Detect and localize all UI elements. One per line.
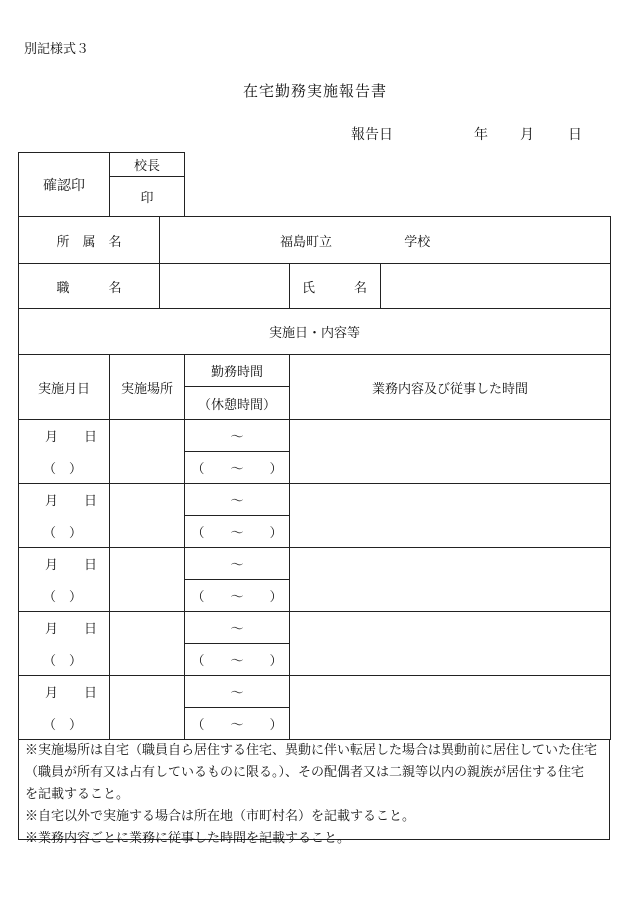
row-date[interactable]: 月 日 <box>19 612 110 644</box>
affiliation-suffix: 学校 <box>404 234 431 250</box>
row-date[interactable]: 月 日 <box>19 548 110 580</box>
row-date[interactable]: 月 日 <box>19 420 110 452</box>
col-header-work-hours: 勤務時間 <box>185 355 290 387</box>
row-date[interactable]: 月 日 <box>19 484 110 516</box>
row-date[interactable]: 月 日 <box>19 676 110 708</box>
row-content[interactable] <box>290 420 611 484</box>
row-place[interactable] <box>110 676 185 740</box>
col-header-break-hours: （休憩時間） <box>185 387 290 420</box>
report-date-label: 報告日 <box>351 127 393 143</box>
document-title: 在宅勤務実施報告書 <box>242 82 387 100</box>
affiliation-field[interactable] <box>160 217 611 264</box>
notes-box <box>18 740 610 846</box>
note-line: ※業務内容ごとに業務に従事した時間を記載すること。 <box>25 831 351 846</box>
confirmation-stamp-table <box>18 152 185 217</box>
note-line: ※自宅以外で実施する場合は所在地（市町村名）を記載すること。 <box>25 809 416 824</box>
form-number: 別記様式３ <box>24 42 90 57</box>
note-line: を記載すること。 <box>25 787 130 802</box>
row-weekday[interactable]: （ ） <box>19 708 110 740</box>
row-content[interactable] <box>290 548 611 612</box>
name-label: 氏 名 <box>290 264 381 309</box>
table-row <box>19 420 611 452</box>
row-work-time[interactable]: ～ <box>185 420 290 452</box>
position-field[interactable] <box>160 264 290 309</box>
row-place[interactable] <box>110 612 185 676</box>
col-header-date: 実施月日 <box>19 355 110 420</box>
row-work-time[interactable]: ～ <box>185 612 290 644</box>
row-content[interactable] <box>290 676 611 740</box>
row-weekday[interactable]: （ ） <box>19 516 110 548</box>
principal-seal-box[interactable]: 印 <box>110 177 185 217</box>
row-weekday[interactable]: （ ） <box>19 452 110 484</box>
row-break-time[interactable]: （ ～ ） <box>185 516 290 548</box>
row-content[interactable] <box>290 484 611 548</box>
position-row <box>19 264 611 309</box>
section-header: 実施日・内容等 <box>19 309 611 355</box>
report-date-day: 日 <box>568 127 582 143</box>
section-header-row <box>19 309 611 355</box>
table-row <box>19 676 611 708</box>
note-line: ※実施場所は自宅（職員自ら居住する住宅、異動に伴い転居した場合は異動前に居住していた住宅 <box>25 743 598 758</box>
column-header-row <box>19 355 611 387</box>
row-place[interactable] <box>110 420 185 484</box>
confirm-seal-label: 確認印 <box>19 153 110 217</box>
row-place[interactable] <box>110 548 185 612</box>
col-header-place: 実施場所 <box>110 355 185 420</box>
row-work-time[interactable]: ～ <box>185 548 290 580</box>
row-break-time[interactable]: （ ～ ） <box>185 644 290 676</box>
report-date-year: 年 <box>474 127 488 143</box>
position-label: 職 名 <box>19 264 160 309</box>
row-weekday[interactable]: （ ） <box>19 580 110 612</box>
row-break-time[interactable]: （ ～ ） <box>185 708 290 740</box>
row-break-time[interactable]: （ ～ ） <box>185 452 290 484</box>
col-header-content: 業務内容及び従事した時間 <box>290 355 611 420</box>
name-field[interactable] <box>381 264 611 309</box>
report-date-month: 月 <box>520 127 534 143</box>
row-work-time[interactable]: ～ <box>185 484 290 516</box>
report-main-table <box>18 216 611 740</box>
principal-label: 校長 <box>110 153 185 177</box>
affiliation-row <box>19 217 611 264</box>
affiliation-prefix: 福島町立 <box>280 234 333 250</box>
row-work-time[interactable]: ～ <box>185 676 290 708</box>
row-content[interactable] <box>290 612 611 676</box>
table-row <box>19 612 611 644</box>
affiliation-label: 所 属 名 <box>19 217 160 264</box>
table-row <box>19 484 611 516</box>
row-break-time[interactable]: （ ～ ） <box>185 580 290 612</box>
row-weekday[interactable]: （ ） <box>19 644 110 676</box>
note-line: （職員が所有又は占有しているものに限る。）、その配偶者又は二親等以内の親族が居住する住宅 <box>25 765 585 780</box>
row-place[interactable] <box>110 484 185 548</box>
table-row <box>19 548 611 580</box>
